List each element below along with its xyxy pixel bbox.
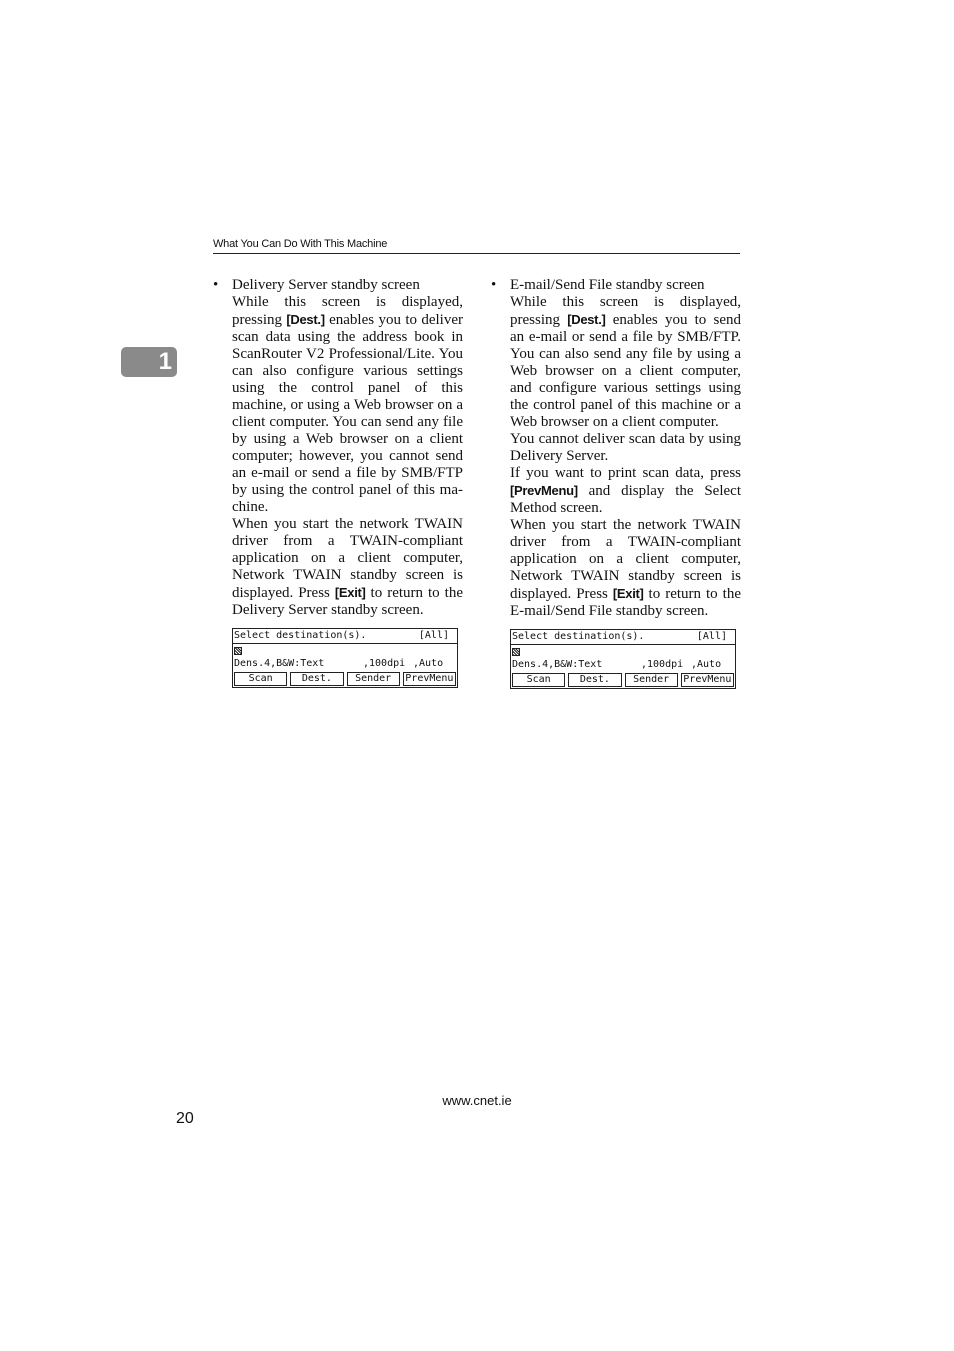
dest-key-label: [Dest.] bbox=[286, 312, 325, 327]
lcd-status-line bbox=[511, 659, 735, 673]
paragraph bbox=[232, 516, 463, 619]
section-title: Delivery Server standby screen bbox=[232, 277, 420, 293]
lcd-softkeys bbox=[512, 673, 734, 687]
dest-list-icon bbox=[234, 647, 242, 655]
running-header: What You Can Do With This Machine bbox=[213, 237, 740, 254]
right-body bbox=[510, 277, 741, 620]
paragraph bbox=[510, 465, 741, 517]
lcd-status-size: ,Auto bbox=[691, 659, 722, 670]
paragraph bbox=[510, 517, 741, 620]
dest-softkey[interactable]: Dest. bbox=[568, 673, 621, 687]
lcd-prompt: Select destination(s). bbox=[234, 630, 367, 641]
sender-softkey[interactable]: Sender bbox=[625, 673, 678, 687]
exit-key-label: [Exit] bbox=[612, 586, 644, 601]
lcd-status-density: Dens.4,B&W:Text bbox=[512, 659, 603, 670]
prevmenu-softkey[interactable]: PrevMenu bbox=[681, 673, 734, 687]
lcd-status-line bbox=[233, 658, 457, 672]
bullet-icon: • bbox=[491, 277, 497, 293]
paragraph bbox=[510, 294, 741, 431]
lcd-status-resolution: ,100dpi bbox=[363, 658, 406, 669]
text-run: When you start the network TWAIN driver from a TWAIN-compliant application on a client computer, Network TWAIN standby screen is displayed. Press bbox=[510, 517, 741, 602]
bullet-icon: • bbox=[213, 277, 219, 293]
lcd-prompt: Select destination(s). bbox=[512, 631, 645, 642]
text-run: While this screen is displayed, pressing bbox=[510, 294, 741, 328]
text-run: to return to the Delivery Server standby screen. bbox=[232, 585, 463, 618]
dest-key-label: [Dest.] bbox=[567, 312, 606, 327]
scan-softkey[interactable]: Scan bbox=[234, 672, 287, 686]
paragraph bbox=[232, 294, 463, 516]
exit-key-label: [Exit] bbox=[334, 585, 366, 600]
lcd-status-resolution: ,100dpi bbox=[641, 659, 684, 670]
prevmenu-softkey[interactable]: PrevMenu bbox=[403, 672, 456, 686]
right-column bbox=[491, 277, 741, 689]
lcd-screen-delivery-server bbox=[232, 628, 458, 688]
sender-softkey[interactable]: Sender bbox=[347, 672, 400, 686]
section-title: E-mail/Send File standby screen bbox=[510, 277, 705, 293]
dest-list-icon bbox=[512, 648, 520, 656]
text-run: enables you to send an e-mail or send a file by SMB/FTP. You can also send any file by using a Web browser on a client computer, and configure various settings using the control panel of this machine or a Web browser on a client computer. bbox=[510, 312, 742, 430]
text-run: When you start the network TWAIN driver from a TWAIN-compliant application on a client computer, Network TWAIN standby screen is displayed. Press bbox=[232, 516, 463, 601]
text-run: and display the Select Method screen. bbox=[510, 483, 741, 516]
chapter-tab: 1 bbox=[121, 347, 177, 377]
dest-softkey[interactable]: Dest. bbox=[290, 672, 343, 686]
lcd-softkeys bbox=[234, 672, 456, 686]
lcd-screen-email-send bbox=[510, 629, 736, 689]
left-body bbox=[232, 277, 463, 619]
lcd-title-bar bbox=[511, 630, 735, 645]
lcd-status-size: ,Auto bbox=[413, 658, 444, 669]
text-run: If you want to print scan data, press bbox=[510, 465, 741, 481]
prevmenu-key-label: [PrevMenu] bbox=[510, 483, 578, 498]
left-column bbox=[213, 277, 463, 688]
lcd-all-indicator: [All] bbox=[418, 630, 449, 641]
text-run: enables you to deliver scan data using the address book in ScanRouter V2 Professional/Lite. You can also configure various settings using the control panel of this machine, or using a Web browser on a client computer. You can send any file by using a Web browser on a client computer; however, you cannot send an e-mail or send a file by SMB/FTP by using the control panel of this machine. bbox=[232, 312, 464, 515]
scan-softkey[interactable]: Scan bbox=[512, 673, 565, 687]
lcd-all-indicator: [All] bbox=[696, 631, 727, 642]
text-run: While this screen is displayed, pressing bbox=[232, 294, 463, 328]
lcd-status-density: Dens.4,B&W:Text bbox=[234, 658, 325, 669]
page-number: 20 bbox=[176, 1110, 194, 1127]
text-run: to return to the E-mail/Send File standby screen. bbox=[510, 586, 741, 619]
footer-url: www.cnet.ie bbox=[442, 1093, 512, 1108]
paragraph: You cannot deliver scan data by using Delivery Server. bbox=[510, 431, 741, 464]
lcd-title-bar bbox=[233, 629, 457, 644]
